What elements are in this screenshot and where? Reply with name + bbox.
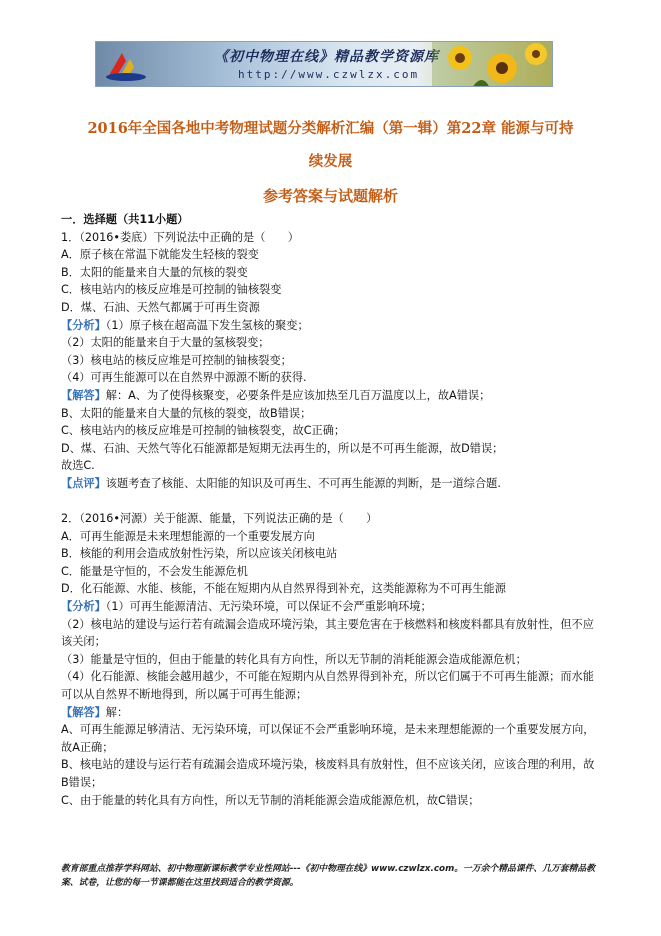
- q1-answer-2: B、太阳的能量来自大量的氘核的裂变，故B错误；: [61, 406, 312, 420]
- site-logo-icon: [104, 47, 148, 83]
- q1-analysis-2: （2）太阳的能量来自于大量的氢核裂变；: [61, 336, 270, 350]
- q1-answer-1: 解：A、为了使得核聚变，必要条件是应该加热至几百万温度以上，故A错误；: [105, 388, 491, 402]
- document-title-line1: 2016年全国各地中考物理试题分类解析汇编（第一辑）第22章 能源与可持: [87, 120, 574, 137]
- banner-url[interactable]: http://www.czwlzx.com: [238, 68, 420, 81]
- q2-option-b: B．核能的利用会造成放射性污染，所以应该关闭核电站: [61, 547, 338, 561]
- q1-option-d: D．煤、石油、天然气都属于可再生资源: [61, 300, 260, 314]
- q2-answer-4: C、由于能量的转化具有方向性，所以无节制的消耗能源会造成能源危机，故C错误；: [61, 793, 480, 807]
- q1-analysis-3: （3）核电站的核反应堆是可控制的铀核裂变；: [61, 353, 292, 367]
- section-heading: 一．选择题（共11小题）: [61, 213, 189, 226]
- q2-analysis-2: （2）核电站的建设与运行若有疏漏会造成环境污染，其主要危害在于核燃料和核废料都具有放射性，但不应该关闭；: [61, 617, 594, 649]
- q2-analysis-4: （4）化石能源、核能会越用越少，不可能在短期内从自然界得到补充，所以它们属于不可再生能源；而水能可以从自然界不断地得到，所以属于可再生能源；: [61, 670, 594, 702]
- q2-answer-1: 解：: [105, 705, 129, 719]
- q2-stem: 2．（2016•河源）关于能源、能量，下列说法正确的是（ ）: [61, 512, 378, 526]
- q2-answer-3: B、核电站的建设与运行若有疏漏会造成环境污染，核废料具有放射性，但不应该关闭，应该合理的利用，故B错误；: [61, 758, 595, 789]
- header-banner: [95, 41, 553, 87]
- q1-comment-line: [61, 475, 601, 493]
- q2-answer-tag: 【解答】: [61, 705, 106, 719]
- banner-title: 《初中物理在线》精品教学资源库: [214, 49, 439, 65]
- q1-option-a: A．原子核在常温下就能发生轻核的裂变: [61, 248, 259, 262]
- page-footer: 教育部重点推荐学科网站、初中物理新课标教学专业性网站---《初中物理在线》www.czwlzx.com。一万余个精品课件、几万套精品教案、试卷，让您的每一节课都能在这里找到适合的教学资源。: [61, 864, 595, 888]
- document-body: [61, 211, 601, 809]
- q1-analysis-tag: 【分析】: [61, 318, 106, 332]
- spacer: [61, 493, 601, 511]
- q2-option-a: A．可再生能源是未来理想能源的一个重要发展方向: [61, 529, 315, 543]
- q1-answer-line: [61, 387, 601, 405]
- q2-option-c: C．能量是守恒的，不会发生能源危机: [61, 564, 248, 578]
- q1-analysis-1: （1）原子核在超高温下发生氢核的聚变；: [105, 318, 309, 332]
- q2-answer-2: A、可再生能源足够清洁、无污染环境，可以保证不会严重影响环境，是未来理想能源的一个重要发展方向，故A正确；: [61, 723, 595, 754]
- document-subtitle: 参考答案与试题解析: [262, 187, 398, 205]
- q2-analysis-1: （1）可再生能源清洁、无污染环境，可以保证不会严重影响环境；: [105, 600, 432, 614]
- q2-analysis-line: [61, 598, 601, 616]
- q2-analysis-tag: 【分析】: [61, 600, 106, 614]
- q2-analysis-3: （3）能量是守恒的，但由于能量的转化具有方向性，所以无节制的消耗能源会造成能源危机；: [61, 652, 527, 666]
- q1-comment: 该题考查了核能、太阳能的知识及可再生、不可再生能源的判断，是一道综合题.: [105, 476, 501, 490]
- sunflower-decoration-icon: [432, 42, 552, 87]
- q1-analysis-4: （4）可再生能源可以在自然界中源源不断的获得.: [61, 371, 307, 385]
- q1-comment-tag: 【点评】: [61, 476, 106, 490]
- q1-answer-3: C、核电站内的核反应堆是可控制的铀核裂变，故C正确；: [61, 424, 346, 438]
- q1-analysis-line: [61, 317, 601, 335]
- q1-stem: 1．（2016•娄底）下列说法中正确的是（ ）: [61, 230, 299, 244]
- q1-option-c: C．核电站内的核反应堆是可控制的铀核裂变: [61, 283, 282, 297]
- q1-answer-tag: 【解答】: [61, 388, 106, 402]
- q2-option-d: D．化石能源、水能、核能，不能在短期内从自然界得到补充，这类能源称为不可再生能源: [61, 582, 506, 596]
- document-title-line2: 续发展: [308, 153, 353, 170]
- q1-option-b: B．太阳的能量来自大量的氘核的裂变: [61, 265, 248, 279]
- q1-answer-5: 故选C.: [61, 459, 95, 473]
- q2-answer-line: [61, 704, 601, 722]
- q1-answer-4: D、煤、石油、天然气等化石能源都是短期无法再生的，所以是不可再生能源，故D错误；: [61, 441, 504, 455]
